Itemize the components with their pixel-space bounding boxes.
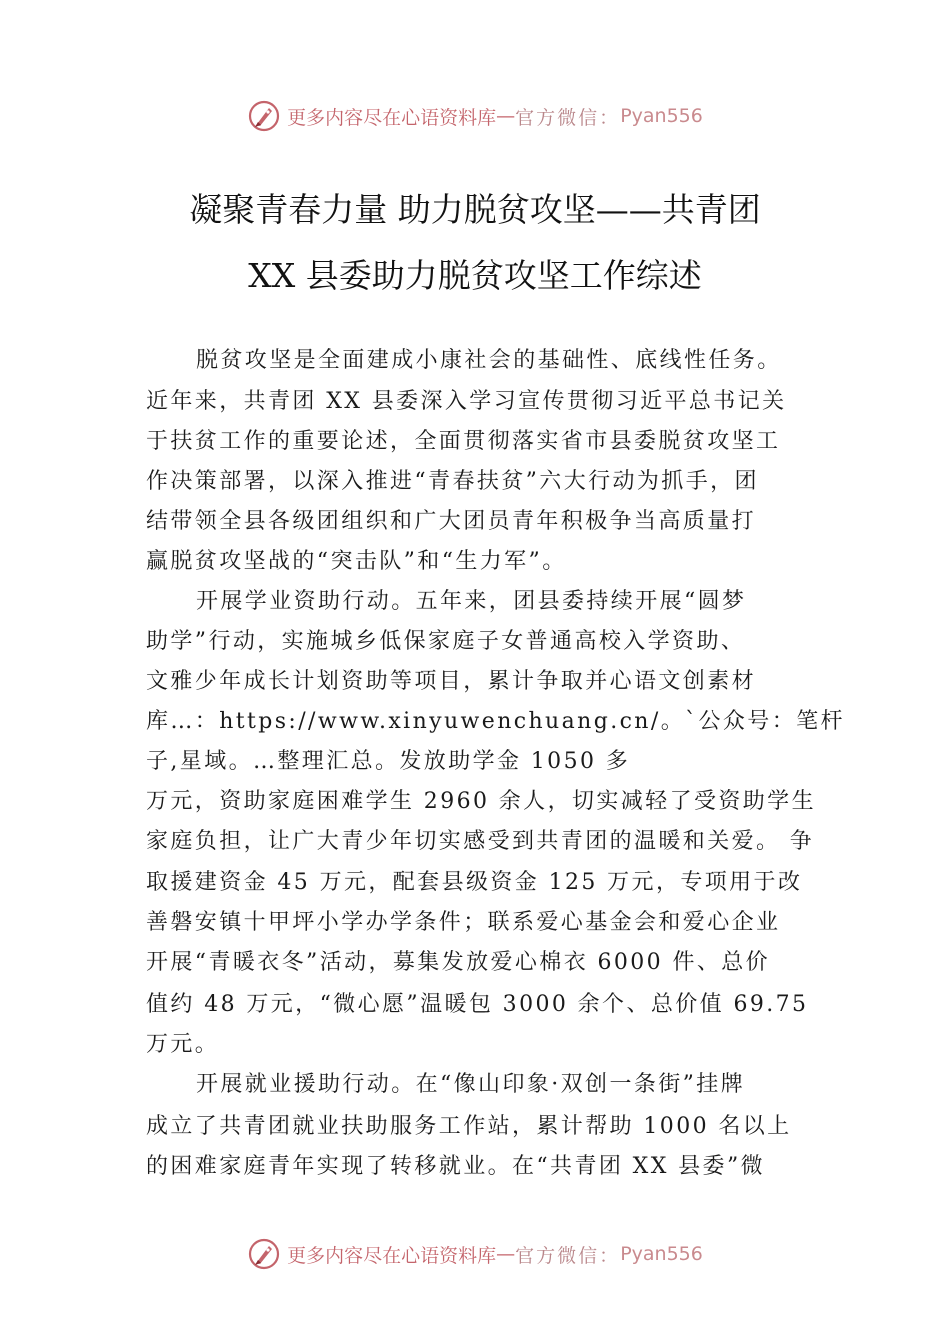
header-watermark-banner <box>0 96 950 136</box>
body-line: 的困难家庭青年实现了转移就业。在“共青团 XX 县委”微 <box>146 1154 766 1179</box>
banner-dash: — <box>496 105 516 127</box>
footer-watermark-banner <box>0 1234 950 1274</box>
document-title-line-1: 凝聚青春力量 助力脱贫攻坚——共青团 <box>189 190 761 229</box>
body-line: 万元，资助家庭困难学生 2960 余人，切实减轻了受资助学生 <box>146 789 816 814</box>
body-line: 结带领全县各级团组织和广大团员青年积极争当高质量打 <box>146 509 757 534</box>
pen-nib-logo-icon <box>247 99 281 133</box>
body-line: 于扶贫工作的重要论述，全面贯彻落实省市县委脱贫攻坚工 <box>146 429 781 454</box>
body-line: 取援建资金 45 万元，配套县级资金 125 万元，专项用于改 <box>146 870 803 895</box>
banner-dash: — <box>496 1243 516 1265</box>
body-line: 家庭负担，让广大青少年切实感受到共青团的温暖和关爱。 争 <box>146 829 815 854</box>
body-line: 脱贫攻坚是全面建成小康社会的基础性、底线性任务。 <box>196 348 782 373</box>
body-line: 开展学业资助行动。五年来，团县委持续开展“圆梦 <box>196 589 747 614</box>
body-line: 子,星域。…整理汇总。发放助学金 1050 多 <box>146 749 631 774</box>
banner-main-text: 更多内容尽在心语资料库 <box>287 1244 497 1267</box>
banner-wechat-id: Pyan556 <box>620 105 703 127</box>
banner-wechat-label: 官方微信： <box>515 106 621 129</box>
body-line: 开展就业援助行动。在“像山印象·双创一条街”挂牌 <box>196 1072 746 1097</box>
body-line: 库…：https://www.xinyuwenchuang.cn/。`公众号：笔杆 <box>146 709 845 734</box>
document-title-line-2: XX 县委助力脱贫攻坚工作综述 <box>248 256 702 295</box>
body-line: 文雅少年成长计划资助等项目，累计争取并心语文创素材 <box>146 669 757 694</box>
banner-wechat-id: Pyan556 <box>620 1243 703 1265</box>
pen-nib-logo-icon <box>247 1237 281 1271</box>
body-line: 作决策部署，以深入推进“青春扶贫”六大行动为抓手，团 <box>146 469 759 494</box>
body-line: 开展“青暖衣冬”活动，募集发放爱心棉衣 6000 件、总价 <box>146 950 771 975</box>
body-line: 值约 48 万元，“微心愿”温暖包 3000 余个、总价值 69.75 <box>146 992 809 1017</box>
banner-wechat-label: 官方微信： <box>515 1244 621 1267</box>
banner-main-text: 更多内容尽在心语资料库 <box>287 106 497 129</box>
body-line: 近年来，共青团 XX 县委深入学习宣传贯彻习近平总书记关 <box>146 389 787 414</box>
body-line: 善磐安镇十甲坪小学办学条件；联系爱心基金会和爱心企业 <box>146 910 781 935</box>
body-line: 赢脱贫攻坚战的“突击队”和“生力军”。 <box>146 549 567 574</box>
body-line: 万元。 <box>146 1032 220 1057</box>
body-line: 成立了共青团就业扶助服务工作站，累计帮助 1000 名以上 <box>146 1114 792 1139</box>
body-line: 助学”行动，实施城乡低保家庭子女普通高校入学资助、 <box>146 629 746 654</box>
